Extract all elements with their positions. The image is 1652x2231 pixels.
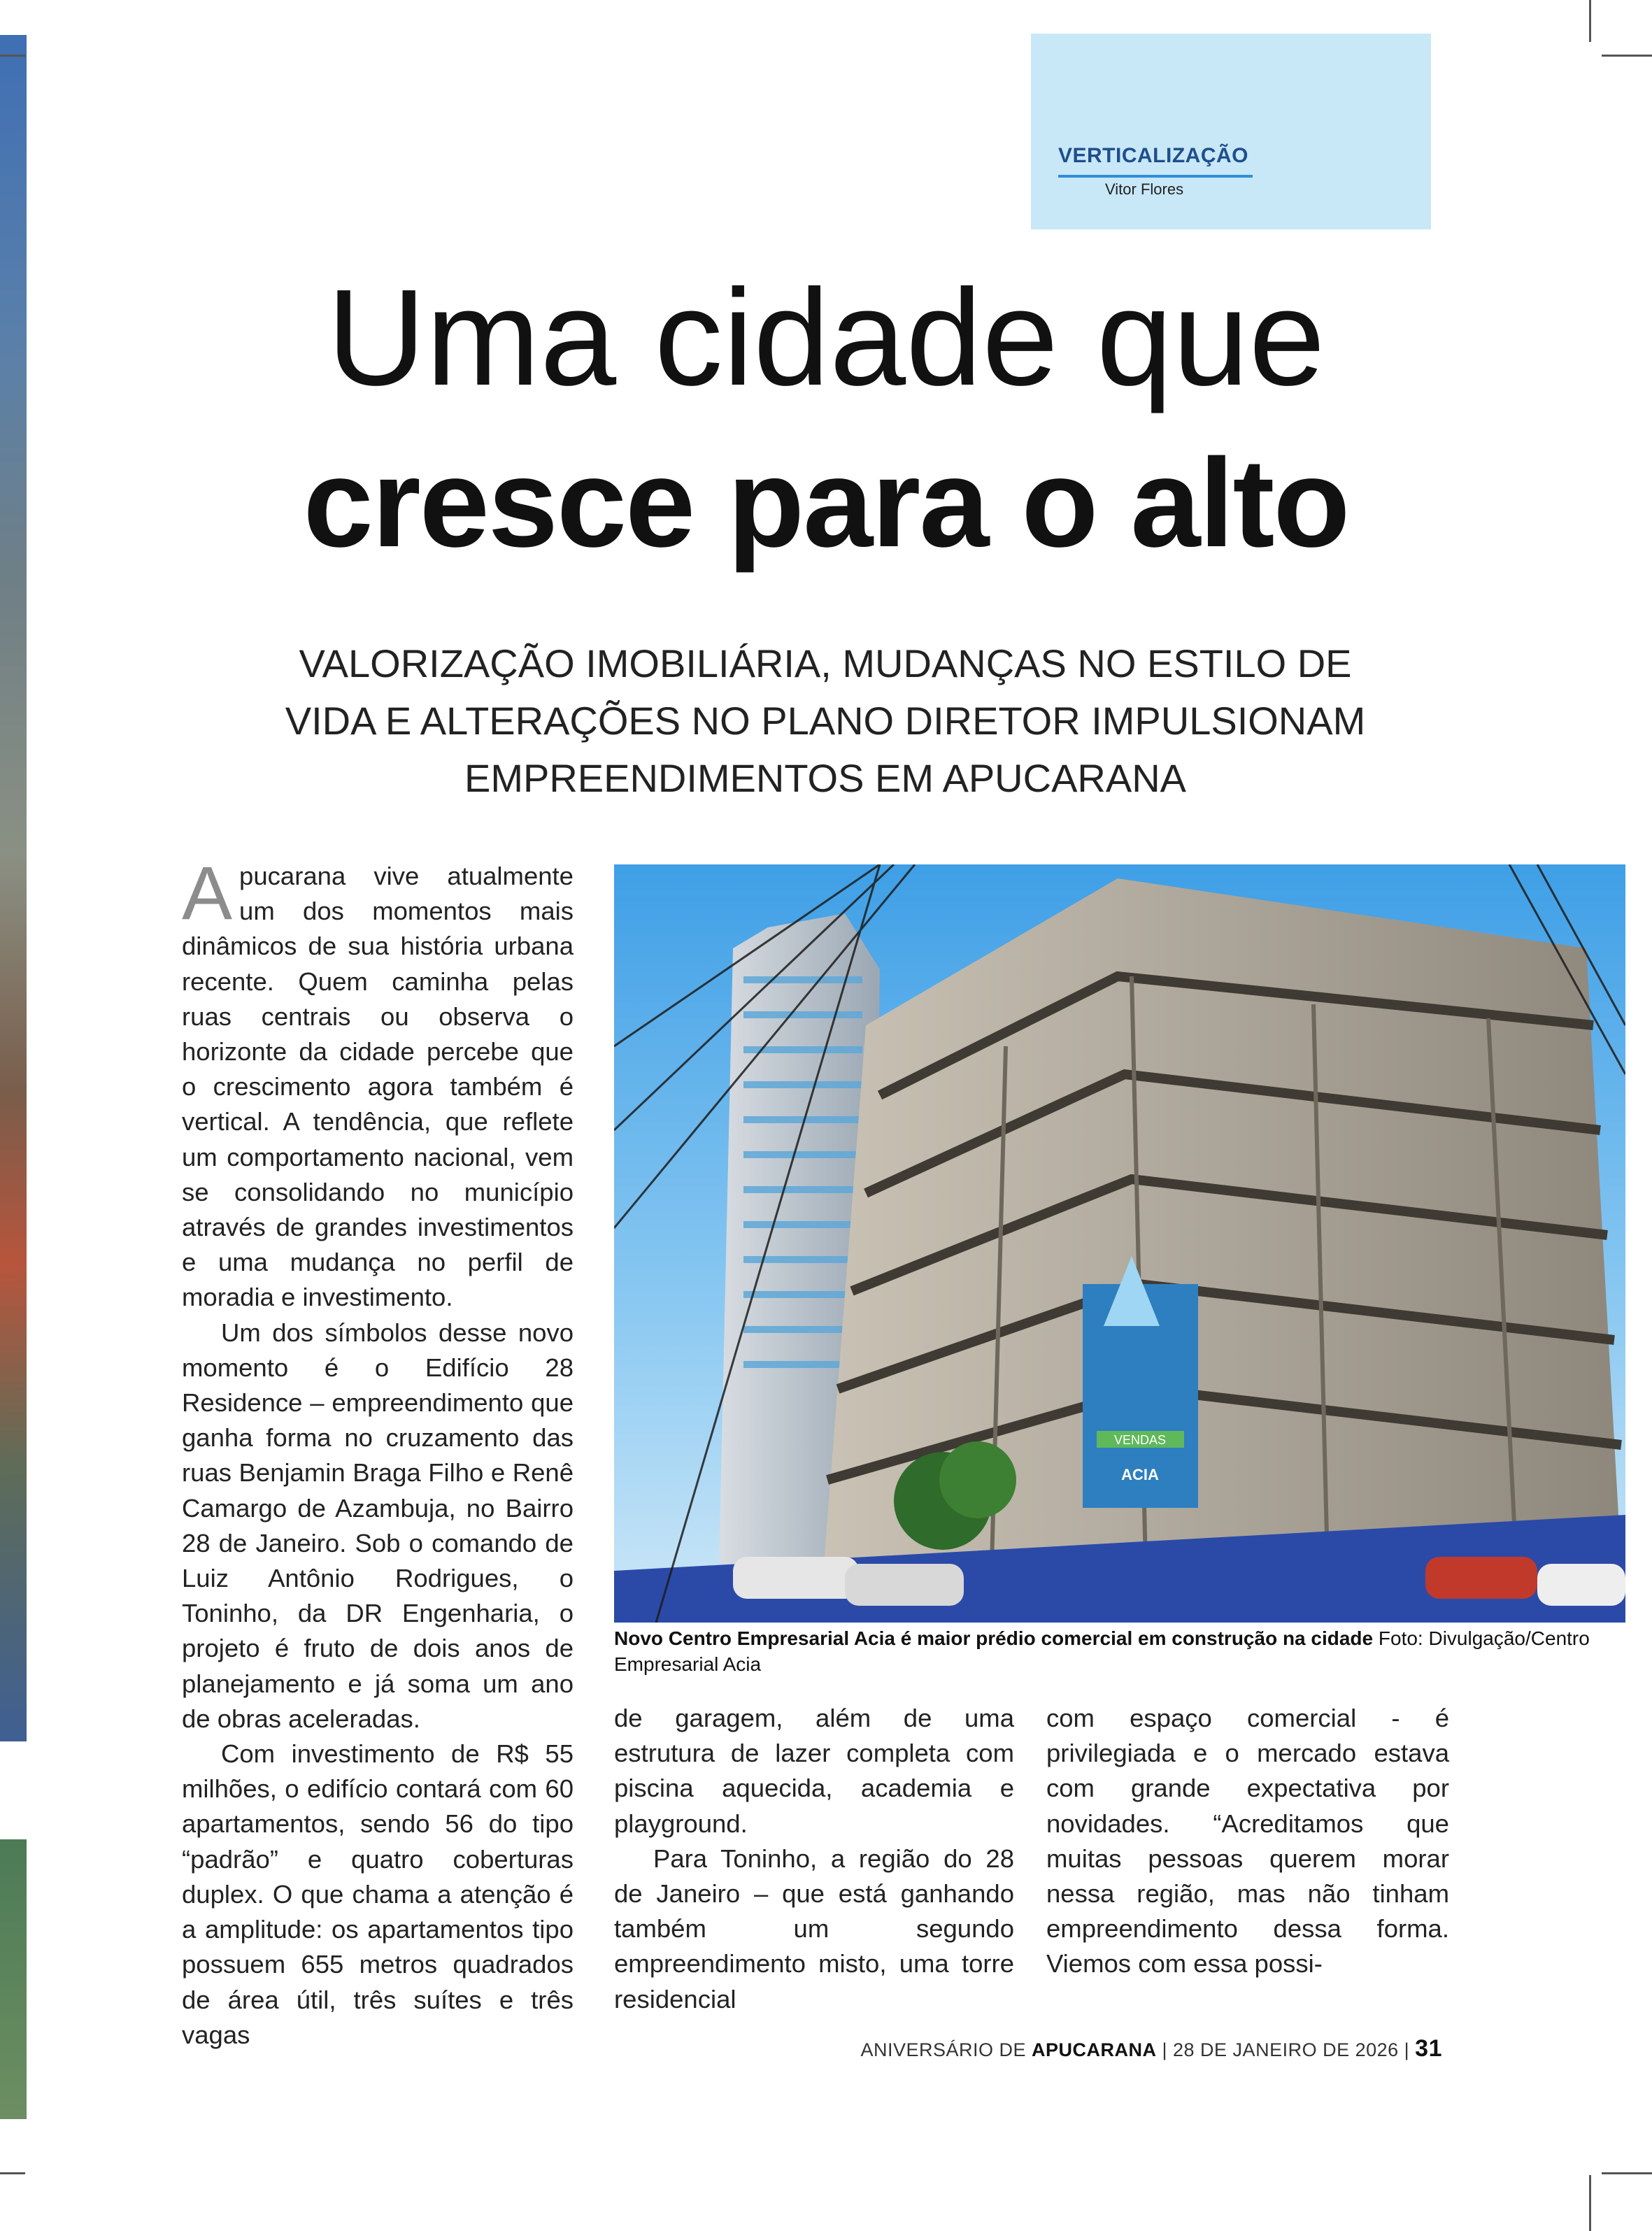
caption-title: Novo Centro Empresarial Acia é maior prédio comercial em construção na cidade — [614, 1627, 1374, 1649]
caption-credit: Foto: Divulgação/Centro Empresarial Acia — [614, 1627, 1590, 1675]
banner-logo: ACIA — [1121, 1466, 1159, 1483]
photo-caption — [614, 1625, 1628, 1677]
author-byline: Vitor Flores — [1105, 180, 1184, 198]
crop-mark — [1589, 0, 1591, 42]
body-column-2 — [614, 1701, 1014, 2017]
deck-line-3: EMPREENDIMENTOS EM APUCARANA — [464, 756, 1187, 800]
crop-mark — [1589, 2175, 1591, 2231]
crop-mark — [0, 2172, 25, 2174]
headline-line-1: Uma cidade que — [327, 261, 1325, 414]
section-kicker: VERTICALIZAÇÃO — [1058, 144, 1248, 167]
body-column-1 — [182, 850, 574, 2053]
crop-mark — [1602, 55, 1652, 57]
construction-photo — [614, 864, 1625, 1623]
page-number: 31 — [1415, 2035, 1442, 2062]
body-paragraph-6: com espaço comercial - é privilegiada e o mercado estava com grande expectativa por novidades. “Acreditamos que muitas pessoas querem morar nessa região, mas não tinham empreendimento dessa forma. Viemos com essa possi- — [1046, 1704, 1449, 1979]
footer-city: APUCARANA — [1032, 2039, 1157, 2060]
deck-line-1: VALORIZAÇÃO IMOBILIÁRIA, MUDANÇAS NO ESTILO DE — [299, 641, 1352, 685]
footer-prefix: ANIVERSÁRIO DE — [860, 2039, 1032, 2060]
section-kicker-rule — [1058, 175, 1253, 178]
deck — [266, 635, 1385, 807]
crop-mark — [1602, 2172, 1652, 2174]
body-paragraph-2: Um dos símbolos desse novo momento é o Edifício 28 Residence – empreendimento que ganha forma no cruzamento das ruas Benjamin Braga Filho e Renê Camargo de Azambuja, no Bairro 28 de Janeiro. Sob o comando de Luiz Antônio Rodrigues, o Toninho, da DR Engenharia, o projeto é fruto de dois anos de planejamento e já soma um ano de obras aceleradas. — [182, 1318, 574, 1733]
footer-date: | 28 DE JANEIRO DE 2026 | — [1156, 2039, 1416, 2060]
body-paragraph-3: Com investimento de R$ 55 milhões, o edifício contará com 60 apartamentos, sendo 56 do tipo “padrão” e quatro coberturas duplex. O que chama a atenção é a amplitude: os apartamentos tipo possuem 655 metros quadrados de área útil, três suítes e três vagas — [182, 1739, 574, 2049]
headline-line-2: cresce para o alto — [303, 433, 1349, 573]
previous-page-bleed-lower — [0, 1839, 27, 2119]
body-paragraph-1: Apucarana vive atualmente um dos momentos mais dinâmicos de sua história urbana recente. Quem caminha pelas ruas centrais ou observa o horizonte da cidade percebe que o crescimento agora também é vertical. A tendência, que reflete um comportamento nacional, vem se consolidando no município através de grandes investimentos e uma mudança no perfil de moradia e investimento. — [182, 850, 574, 1312]
deck-line-2: VIDA E ALTERAÇÕES NO PLANO DIRETOR IMPULSIONAM — [285, 699, 1366, 743]
page-footer — [860, 2035, 1442, 2062]
section-kicker-box — [1031, 34, 1431, 229]
body-paragraph-4: de garagem, além de uma estrutura de lazer completa com piscina aquecida, academia e playground. — [614, 1704, 1014, 1838]
crop-mark — [0, 55, 25, 57]
body-paragraph-5: Para Toninho, a região do 28 de Janeiro – que está ganhando também um segundo empreendimento misto, uma torre residencial — [614, 1844, 1014, 2013]
banner-text: VENDAS — [1113, 1433, 1167, 1447]
dropcap: A — [182, 850, 233, 935]
body-column-3 — [1046, 1701, 1449, 1982]
